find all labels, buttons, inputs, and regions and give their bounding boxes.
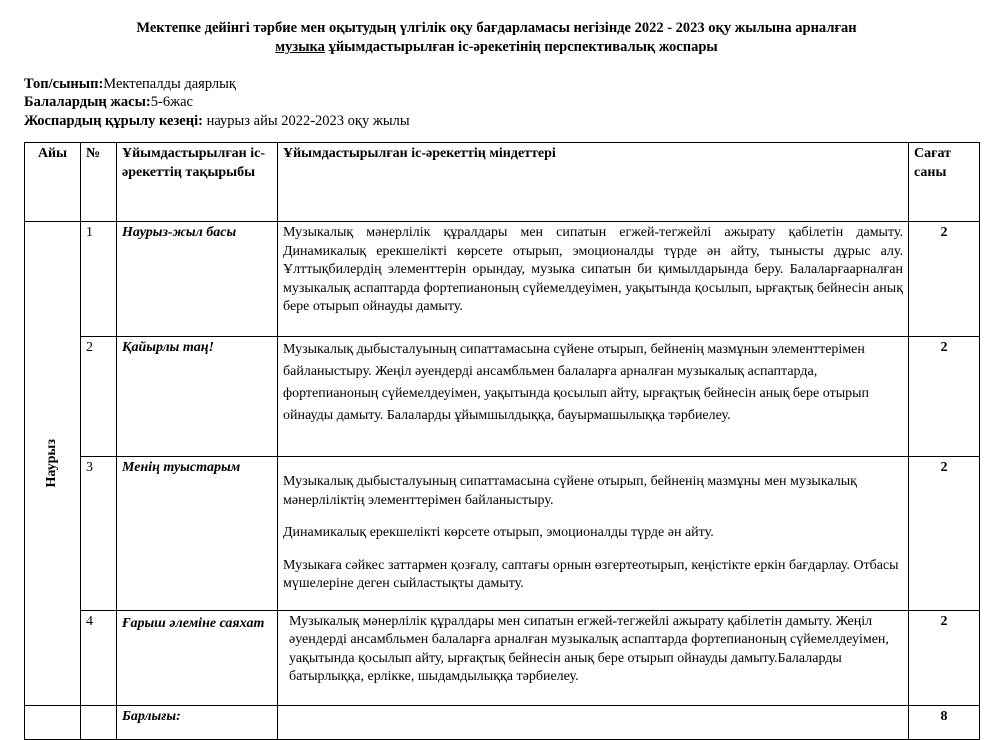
row-tasks: Музыкалық мәнерлілік құралдары мен сипатын егжей-тегжейлі ажырату қабілетін дамыту. Жеңіл әуендерді ансамбльмен балаларға арналған музыкалық аспаптарда фортепианоның сүйемелдеуімен, уақытында қосылып айту, ырғақтық бейнесін анық бере отырып ойнауды дамыту.Балаларды батырлыққа, ерлікке, шыдамдылыққа тәрбиелеу. xyxy=(278,610,909,705)
row-tasks xyxy=(278,457,909,611)
age-value: 5-6жас xyxy=(150,94,193,110)
row-number: 1 xyxy=(81,222,117,337)
table-row xyxy=(25,337,980,457)
row-hours: 2 xyxy=(909,222,980,337)
row-hours: 2 xyxy=(909,337,980,457)
row-number: 3 xyxy=(81,457,117,611)
age-info xyxy=(24,92,193,112)
row-topic: Наурыз-жыл басы xyxy=(117,222,278,337)
header-topic: Ұйымдастырылған іс-әрекеттің тақырыбы xyxy=(117,143,278,222)
total-row xyxy=(25,705,980,739)
table-row xyxy=(25,222,980,337)
month-label: Наурыз xyxy=(44,438,60,488)
header-hours: Сағат саны xyxy=(909,143,980,222)
document-title-line-1: Мектепке дейінгі тәрбие мен оқытудың үлгілік оқу бағдарламасы негізінде 2022 - 2023 оқу жылына арналған xyxy=(136,20,857,36)
period-value: наурыз айы 2022-2023 оқу жылы xyxy=(202,113,410,129)
table-row xyxy=(25,610,980,705)
month-cell xyxy=(25,222,81,706)
total-label: Барлығы: xyxy=(117,705,278,739)
row-tasks: Музыкалық мәнерлілік құралдары мен сипатын егжей-тегжейлі ажырату қабілетін дамыту. Динамикалық ерекшелікті көрсете отырып, эмоционалды түрде ән айту, тынысты дұрыс алу. Ұлттықбилердің элементтерін орындау, музыка сипатын би қимылдарында беру. Балаларғаарналған музыкалық аспаптарда фортепианоның сүйемелдеуімен, уақытында қосылып, ырғақтық бейнесін анық бере отырып ойнауды дамыту. xyxy=(278,222,909,337)
plan-table xyxy=(24,142,980,740)
group-label: Топ/сынып: xyxy=(24,76,104,92)
row-hours: 2 xyxy=(909,457,980,611)
period-info xyxy=(24,111,410,131)
table-header-row xyxy=(25,143,980,222)
total-empty-cell xyxy=(25,705,81,739)
document-title-line-2 xyxy=(0,37,993,57)
task-line: Музыкалық дыбысталуының сипаттамасына сүйене отырып, бейненің мазмұны мен музыкалық мәнерліліктің элементтерімен байланыстыру. xyxy=(283,474,857,508)
period-label: Жоспардың құрылу кезеңі: xyxy=(24,113,203,129)
age-label: Балалардың жасы: xyxy=(24,94,151,110)
row-number: 4 xyxy=(81,610,117,705)
header-tasks: Ұйымдастырылған іс-әрекеттің міндеттері xyxy=(278,143,909,222)
group-value: Мектепалды даярлық xyxy=(103,76,236,92)
subject-name: музыка xyxy=(275,39,325,55)
row-topic: Қайырлы таң! xyxy=(117,337,278,457)
title-line-2-rest: ұйымдастырылған іс-әрекетінің перспективалық жоспары xyxy=(324,39,718,55)
header-number: № xyxy=(81,143,117,222)
total-hours: 8 xyxy=(909,705,980,739)
task-line: Музыкаға сәйкес заттармен қозғалу, саптағы орнын өзгертеотырып, кеңістікте еркін бағдарлау. Отбасы мүшелеріне деген сыйластықты дамыту. xyxy=(283,557,899,591)
row-topic: Менің туыстарым xyxy=(117,457,278,611)
group-info xyxy=(24,74,236,94)
total-empty-cell xyxy=(278,705,909,739)
row-hours: 2 xyxy=(909,610,980,705)
total-empty-cell xyxy=(81,705,117,739)
header-month: Айы xyxy=(25,143,81,222)
row-tasks: Музыкалық дыбысталуының сипаттамасына сүйене отырып, бейненің мазмұнын элементтерімен байланыстыру. Жеңіл әуендерді ансамбльмен балаларға арналған музыкалық аспаптарда, фортепианоның сүйемелдеуімен, уақытында қосылып айту, ырғақтық бейнесін анық бере отырып ойнауды дамыту. Балаларды ұйымшылдыққа, бауырмашылыққа тәрбиелеу. xyxy=(278,337,909,457)
row-topic: Ғарыш әлеміне саяхат xyxy=(117,610,278,705)
task-line: Динамикалық ерекшелікті көрсете отырып, эмоционалды түрде ән айту. xyxy=(283,525,714,540)
table-row xyxy=(25,457,980,611)
row-number: 2 xyxy=(81,337,117,457)
